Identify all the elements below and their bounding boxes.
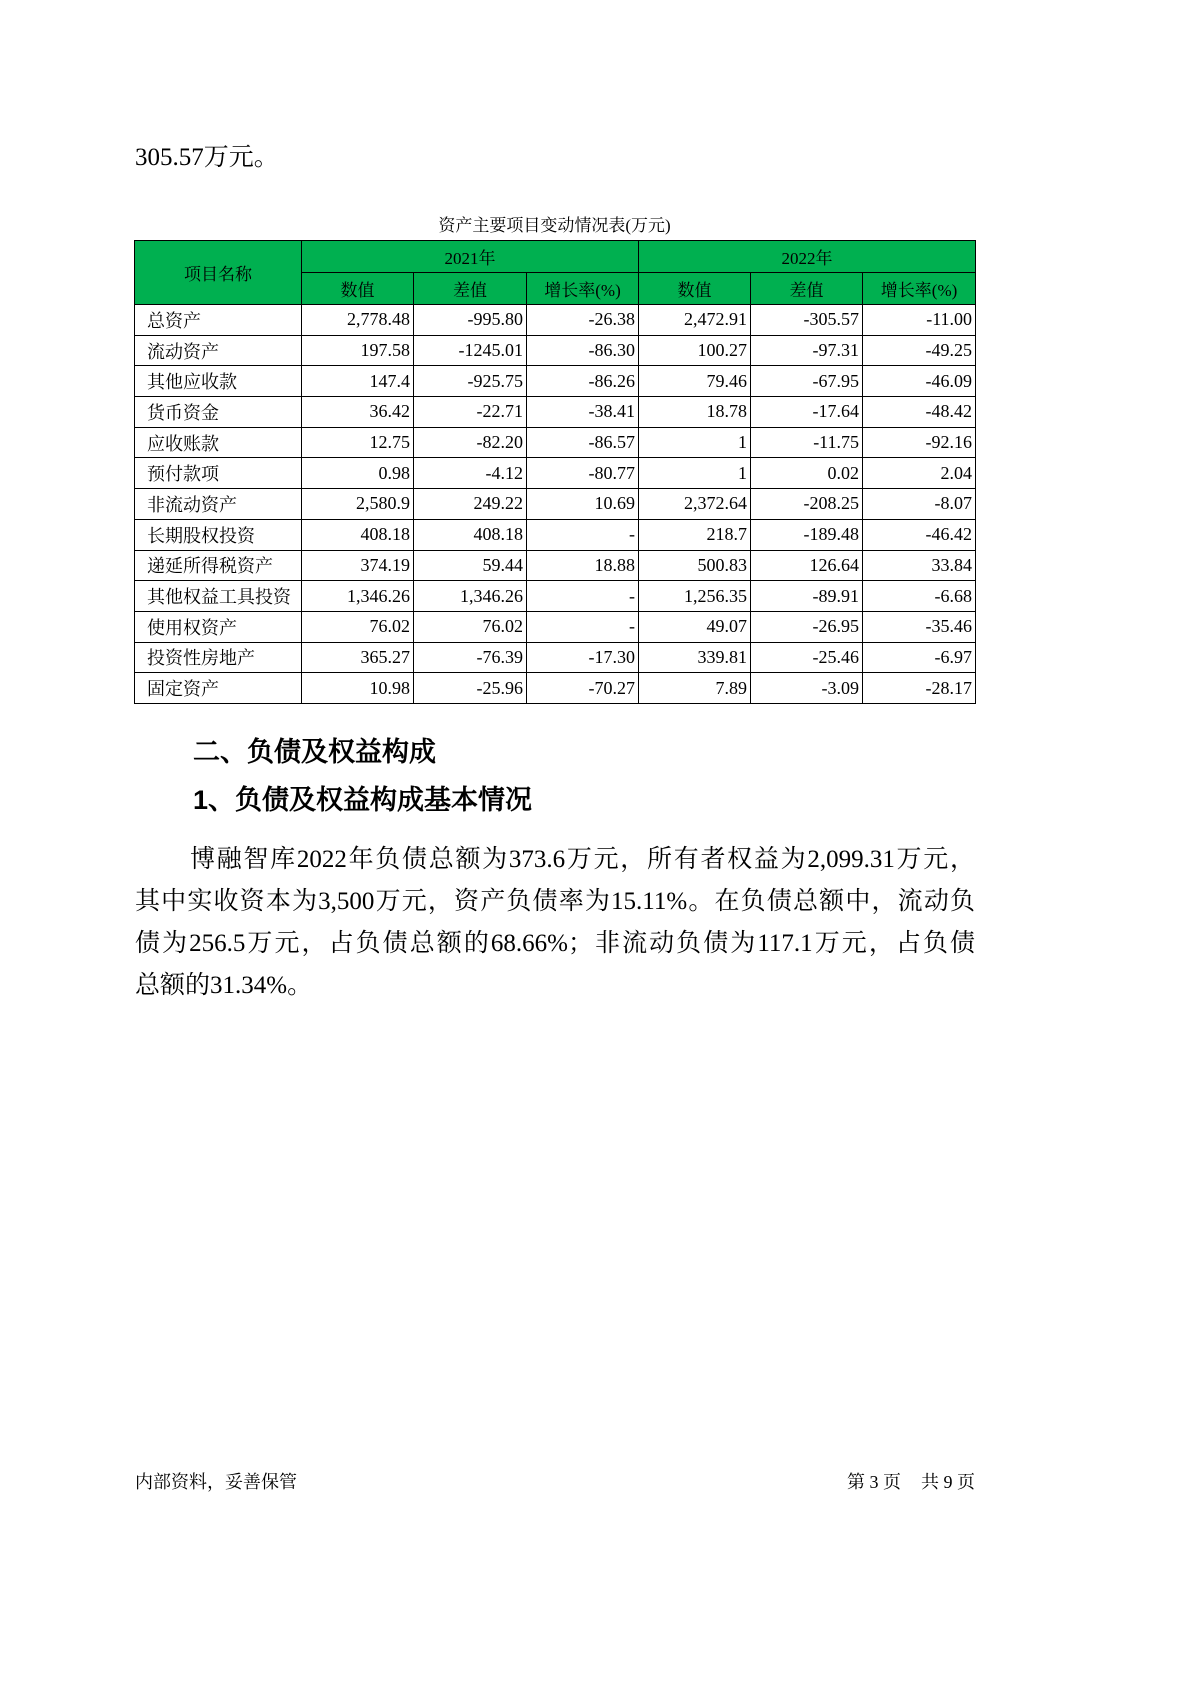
row-item-name: 投资性房地产 <box>135 642 302 673</box>
footer-page-number <box>847 1471 975 1493</box>
row-2021-growth: 18.88 <box>527 550 639 581</box>
row-2021-growth: - <box>527 519 639 550</box>
row-2021-value: 365.27 <box>302 642 414 673</box>
row-2021-diff: -4.12 <box>414 458 527 489</box>
row-2021-growth: -26.38 <box>527 305 639 336</box>
row-2021-value: 2,580.9 <box>302 489 414 520</box>
row-2022-diff: -208.25 <box>751 489 863 520</box>
table-header <box>135 241 976 305</box>
row-2022-value: 18.78 <box>639 397 751 428</box>
table-row <box>135 427 976 458</box>
row-item-name: 固定资产 <box>135 673 302 704</box>
row-2021-growth: -17.30 <box>527 642 639 673</box>
row-2022-diff: -11.75 <box>751 427 863 458</box>
table-row <box>135 581 976 612</box>
row-2021-diff: 1,346.26 <box>414 581 527 612</box>
row-2021-value: 0.98 <box>302 458 414 489</box>
row-2022-growth: -46.42 <box>863 519 976 550</box>
row-item-name: 长期股权投资 <box>135 519 302 550</box>
row-2021-value: 10.98 <box>302 673 414 704</box>
row-2021-growth: - <box>527 581 639 612</box>
table-row <box>135 642 976 673</box>
row-2021-diff: 249.22 <box>414 489 527 520</box>
row-2022-diff: -89.91 <box>751 581 863 612</box>
row-item-name: 货币资金 <box>135 397 302 428</box>
row-2022-value: 7.89 <box>639 673 751 704</box>
row-item-name: 其他权益工具投资 <box>135 581 302 612</box>
row-item-name: 使用权资产 <box>135 611 302 642</box>
table-row <box>135 397 976 428</box>
table-row <box>135 550 976 581</box>
row-2021-value: 1,346.26 <box>302 581 414 612</box>
table-row <box>135 519 976 550</box>
row-2022-growth: -28.17 <box>863 673 976 704</box>
row-2022-diff: 0.02 <box>751 458 863 489</box>
row-2022-diff: -3.09 <box>751 673 863 704</box>
row-2021-value: 2,778.48 <box>302 305 414 336</box>
row-2021-growth: 10.69 <box>527 489 639 520</box>
row-2022-value: 218.7 <box>639 519 751 550</box>
paragraph-line: 博融智库2022年负债总额为373.6万元，所有者权益为2,099.31万元， <box>190 846 975 873</box>
table-row <box>135 489 976 520</box>
table-row <box>135 335 976 366</box>
row-2022-value: 2,372.64 <box>639 489 751 520</box>
header-2022-growth: 增长率(%) <box>863 273 976 305</box>
row-2021-diff: 76.02 <box>414 611 527 642</box>
row-2022-value: 49.07 <box>639 611 751 642</box>
row-2022-value: 79.46 <box>639 366 751 397</box>
row-2022-diff: -25.46 <box>751 642 863 673</box>
row-2022-value: 339.81 <box>639 642 751 673</box>
header-year-2021: 2021年 <box>302 241 639 273</box>
row-2022-diff: -305.57 <box>751 305 863 336</box>
footer-confidential-note: 内部资料，妥善保管 <box>135 1472 297 1492</box>
footer-total-pages: 共 9 页 <box>921 1472 975 1492</box>
asset-change-table <box>134 240 976 704</box>
row-2022-growth: -35.46 <box>863 611 976 642</box>
row-2022-growth: -92.16 <box>863 427 976 458</box>
row-2022-value: 2,472.91 <box>639 305 751 336</box>
paragraph-line: 其中实收资本为3,500万元，资产负债率为15.11%。在负债总额中，流动负 <box>135 888 975 915</box>
row-2021-value: 12.75 <box>302 427 414 458</box>
row-2021-growth: -86.26 <box>527 366 639 397</box>
row-2021-growth: -80.77 <box>527 458 639 489</box>
row-2022-growth: 2.04 <box>863 458 976 489</box>
row-2021-diff: 408.18 <box>414 519 527 550</box>
row-2021-growth: -86.57 <box>527 427 639 458</box>
row-2021-diff: -25.96 <box>414 673 527 704</box>
row-2022-growth: -46.09 <box>863 366 976 397</box>
row-2022-diff: -26.95 <box>751 611 863 642</box>
table-row <box>135 366 976 397</box>
header-2022-diff: 差值 <box>751 273 863 305</box>
row-2021-growth: - <box>527 611 639 642</box>
row-item-name: 递延所得税资产 <box>135 550 302 581</box>
row-item-name: 应收账款 <box>135 427 302 458</box>
continued-text: 305.57万元。 <box>135 144 279 171</box>
header-row-years <box>135 241 976 273</box>
row-2021-value: 36.42 <box>302 397 414 428</box>
table-caption: 资产主要项目变动情况表(万元) <box>438 216 671 235</box>
row-2022-diff: -189.48 <box>751 519 863 550</box>
row-2021-diff: -22.71 <box>414 397 527 428</box>
footer-current-page: 第 3 页 <box>847 1472 901 1492</box>
row-2022-growth: -49.25 <box>863 335 976 366</box>
row-2022-diff: 126.64 <box>751 550 863 581</box>
table-row <box>135 305 976 336</box>
row-item-name: 非流动资产 <box>135 489 302 520</box>
row-2021-growth: -70.27 <box>527 673 639 704</box>
row-2022-diff: -17.64 <box>751 397 863 428</box>
section-heading: 二、负债及权益构成 <box>193 737 436 767</box>
row-2021-diff: 59.44 <box>414 550 527 581</box>
row-2021-value: 76.02 <box>302 611 414 642</box>
row-2022-growth: -6.68 <box>863 581 976 612</box>
row-2021-diff: -1245.01 <box>414 335 527 366</box>
row-2021-diff: -925.75 <box>414 366 527 397</box>
paragraph-line: 总额的31.34%。 <box>135 972 313 999</box>
row-2022-growth: -8.07 <box>863 489 976 520</box>
header-2021-growth: 增长率(%) <box>527 273 639 305</box>
row-2022-value: 500.83 <box>639 550 751 581</box>
row-2022-growth: 33.84 <box>863 550 976 581</box>
row-item-name: 其他应收款 <box>135 366 302 397</box>
row-2021-value: 408.18 <box>302 519 414 550</box>
row-2022-diff: -67.95 <box>751 366 863 397</box>
row-2022-diff: -97.31 <box>751 335 863 366</box>
row-item-name: 预付款项 <box>135 458 302 489</box>
header-2022-value: 数值 <box>639 273 751 305</box>
row-item-name: 总资产 <box>135 305 302 336</box>
row-2022-value: 1,256.35 <box>639 581 751 612</box>
row-2022-value: 1 <box>639 458 751 489</box>
row-2021-value: 197.58 <box>302 335 414 366</box>
section-subheading: 1、负债及权益构成基本情况 <box>193 785 533 815</box>
row-2021-value: 147.4 <box>302 366 414 397</box>
header-2021-diff: 差值 <box>414 273 527 305</box>
row-2022-value: 1 <box>639 427 751 458</box>
table-row <box>135 458 976 489</box>
row-2021-diff: -995.80 <box>414 305 527 336</box>
row-item-name: 流动资产 <box>135 335 302 366</box>
row-2021-diff: -76.39 <box>414 642 527 673</box>
row-2022-value: 100.27 <box>639 335 751 366</box>
header-item-name: 项目名称 <box>135 241 302 305</box>
body-paragraph <box>135 839 975 1007</box>
row-2021-growth: -86.30 <box>527 335 639 366</box>
asset-table-body <box>135 305 976 704</box>
row-2021-growth: -38.41 <box>527 397 639 428</box>
row-2022-growth: -48.42 <box>863 397 976 428</box>
row-2022-growth: -11.00 <box>863 305 976 336</box>
header-2021-value: 数值 <box>302 273 414 305</box>
paragraph-line: 债为256.5万元，占负债总额的68.66%；非流动负债为117.1万元，占负债 <box>135 930 975 957</box>
table-row <box>135 673 976 704</box>
table-row <box>135 611 976 642</box>
header-year-2022: 2022年 <box>639 241 976 273</box>
row-2021-value: 374.19 <box>302 550 414 581</box>
row-2021-diff: -82.20 <box>414 427 527 458</box>
row-2022-growth: -6.97 <box>863 642 976 673</box>
